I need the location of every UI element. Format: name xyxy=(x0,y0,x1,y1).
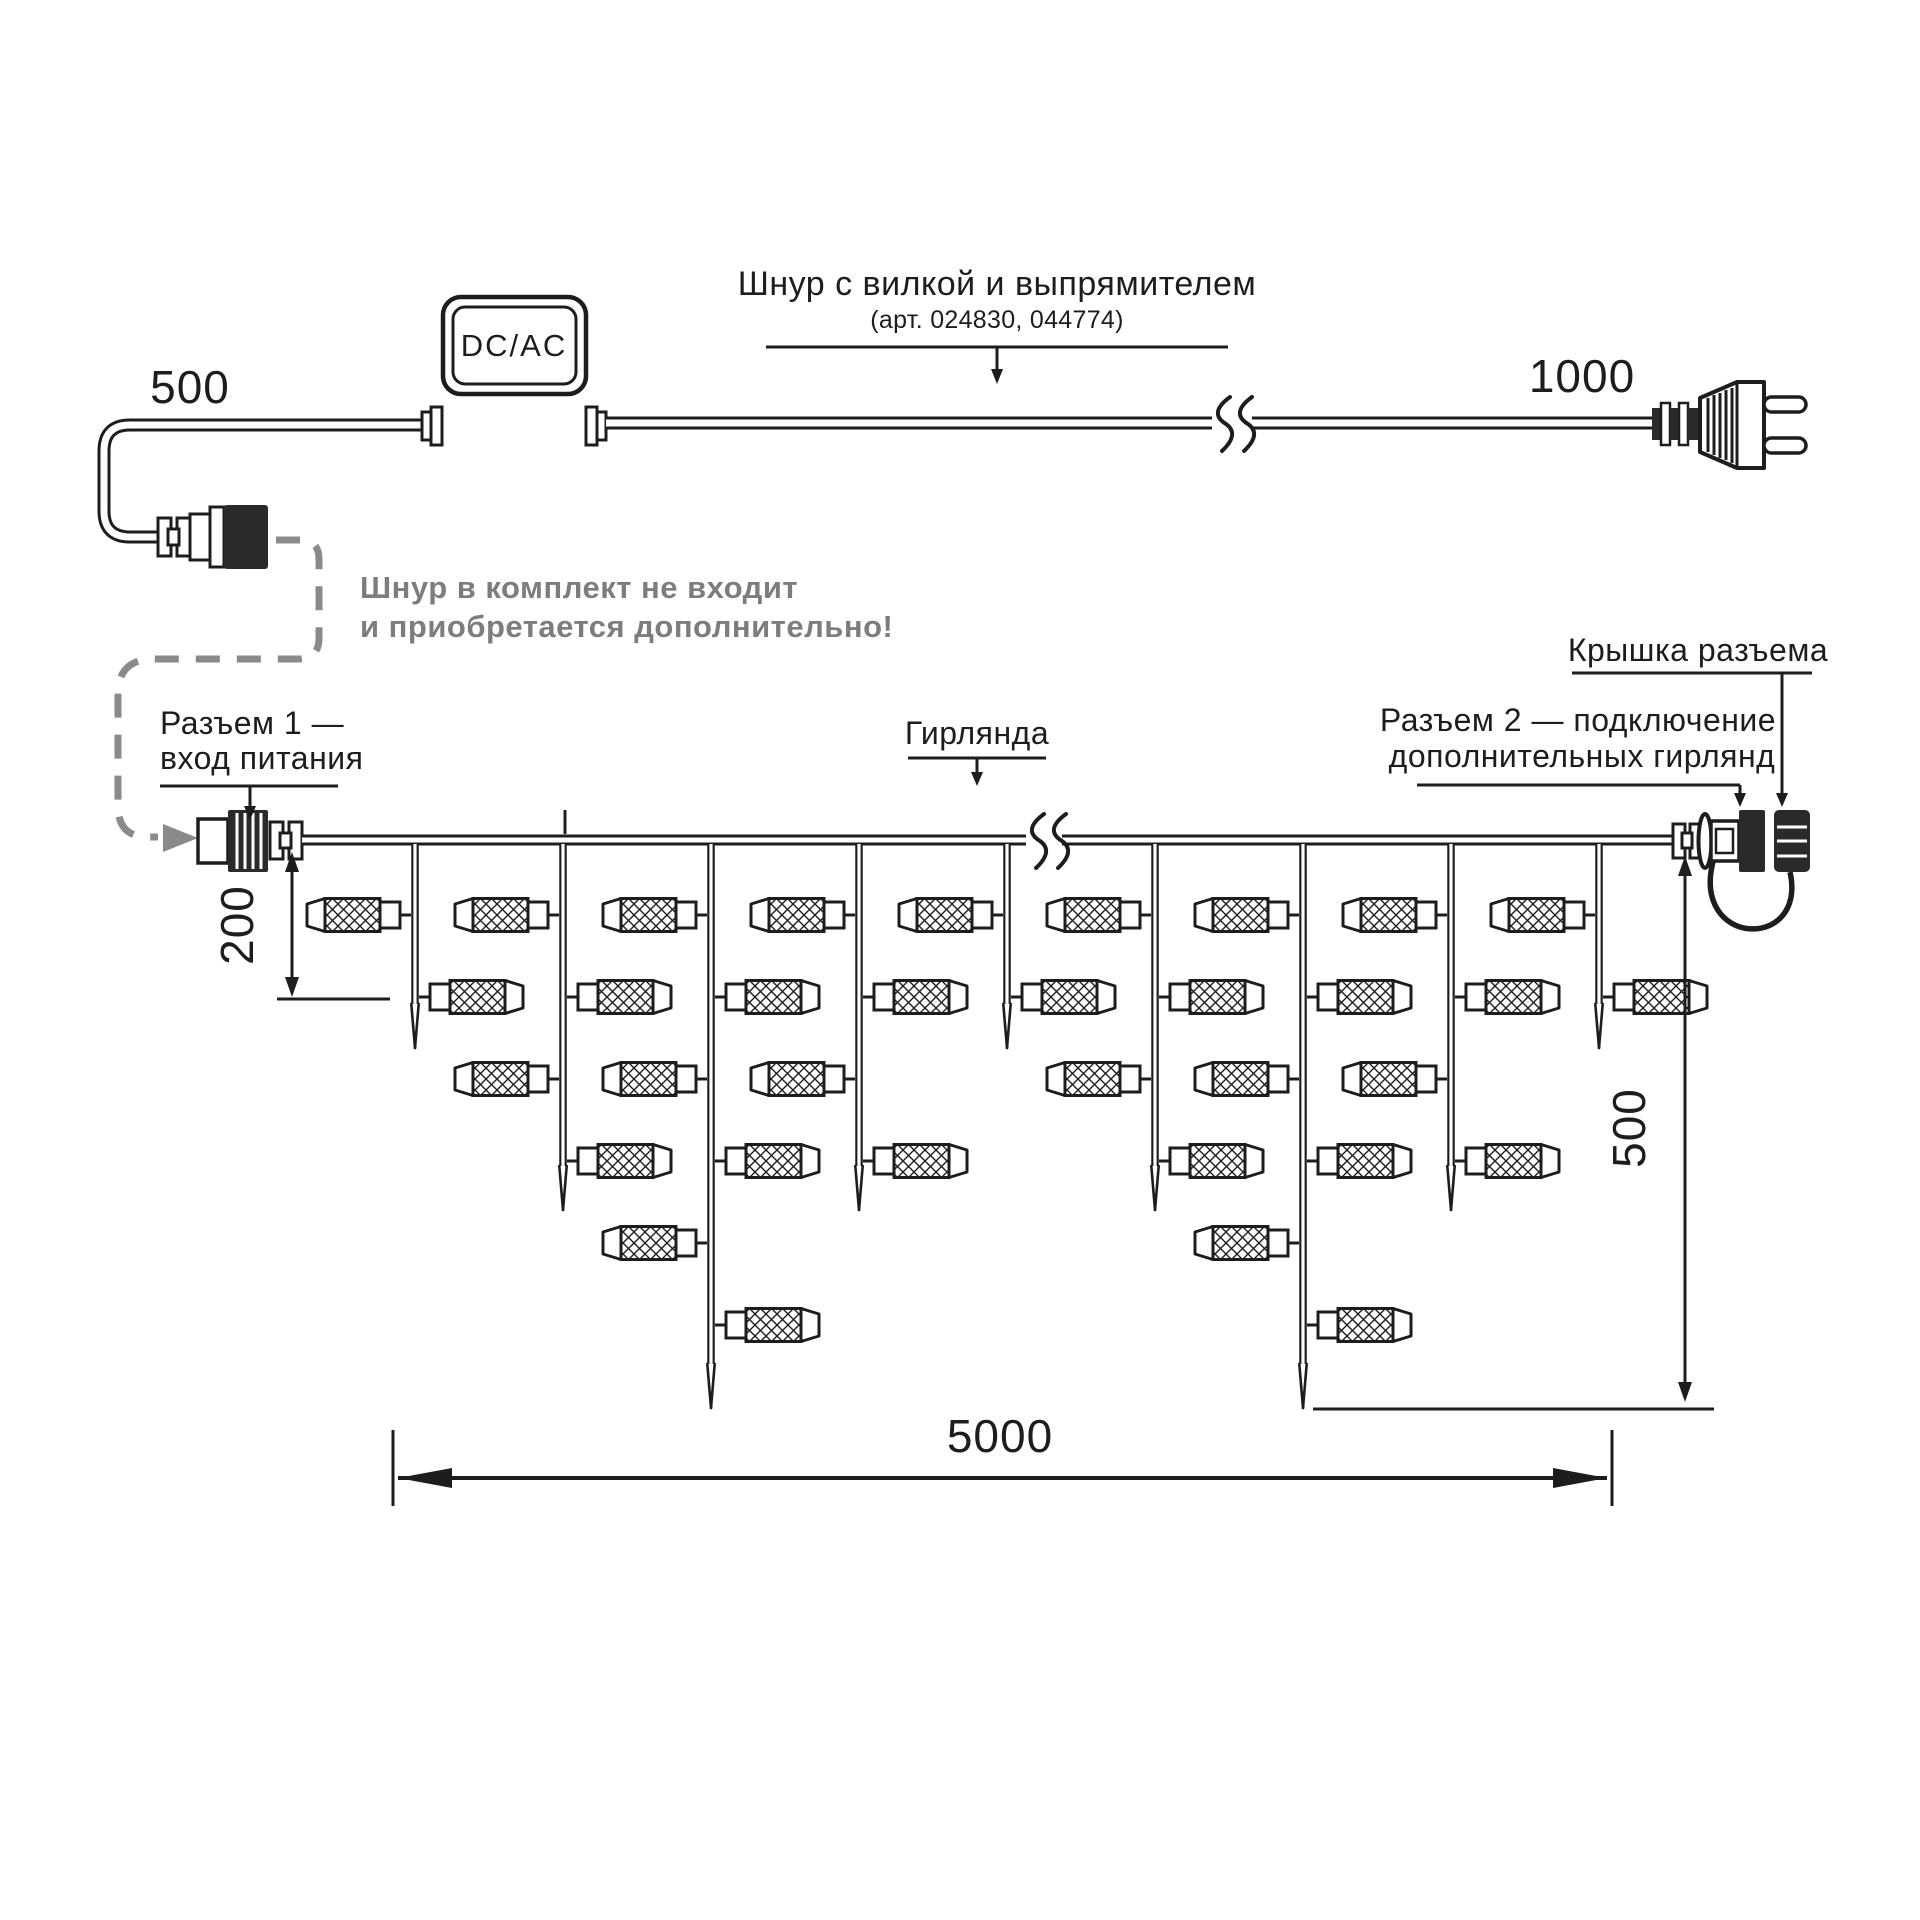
connector1-label-line2: вход питания xyxy=(160,740,364,776)
cord-title: Шнур с вилкой и выпрямителем xyxy=(737,265,1257,303)
led-bulb xyxy=(751,1063,855,1096)
cord-title-block xyxy=(738,265,1257,384)
dim-5000-label: 5000 xyxy=(946,1410,1054,1462)
led-bulb xyxy=(567,981,671,1014)
converter-label: DC/AC xyxy=(460,328,568,363)
connector2-label-line1: Разъем 2 — подключение xyxy=(1379,702,1777,738)
led-bulb xyxy=(1307,981,1411,1014)
led-bulb xyxy=(1195,1063,1299,1096)
note-line1: Шнур в комплект не входит xyxy=(360,570,799,605)
led-bulb xyxy=(715,981,819,1014)
led-bulb xyxy=(1047,899,1151,932)
led-bulb xyxy=(603,899,707,932)
led-bulb xyxy=(455,1063,559,1096)
arrow-right-icon xyxy=(1553,1468,1607,1488)
led-bulb xyxy=(863,981,967,1014)
led-bulb xyxy=(715,1145,819,1178)
arrow-down-icon xyxy=(1678,1382,1692,1402)
led-bulb xyxy=(567,1145,671,1178)
dim-5000-block xyxy=(393,1410,1612,1506)
arrow-down-icon xyxy=(1734,793,1746,807)
dim-1000-label: 1000 xyxy=(1528,350,1636,402)
connector-2-body xyxy=(1739,810,1765,872)
led-bulb xyxy=(307,899,411,932)
arrow-left-icon xyxy=(398,1468,452,1488)
connector1-label-block xyxy=(160,705,363,820)
dim-200-label: 200 xyxy=(211,885,263,965)
connector2-label-block xyxy=(1380,702,1776,807)
garland-break-symbol xyxy=(1026,812,1068,870)
not-included-hint xyxy=(118,540,893,852)
icicle-drops xyxy=(307,844,1707,1408)
cap-label: Крышка разъема xyxy=(1567,632,1829,668)
led-bulb xyxy=(751,899,855,932)
cord-break-symbol xyxy=(1212,394,1254,452)
connector1-label-line1: Разъем 1 — xyxy=(160,705,345,741)
note-line2: и приобретается дополнительно! xyxy=(360,609,894,644)
plug-prong-top xyxy=(1764,397,1806,412)
icicle-drop xyxy=(307,844,523,1048)
plug-prong-bottom xyxy=(1764,438,1806,453)
cord-end-connector xyxy=(158,505,268,569)
led-bulb xyxy=(419,981,523,1014)
led-bulb xyxy=(455,899,559,932)
arrow-down-icon xyxy=(1776,793,1788,807)
arrow-down-icon xyxy=(971,772,983,786)
led-bulb xyxy=(1159,981,1263,1014)
led-bulb xyxy=(1195,1227,1299,1260)
cord-subtitle: (арт. 024830, 044774) xyxy=(870,306,1124,334)
icicle-drop xyxy=(899,844,1115,1048)
dim-500-left-label: 500 xyxy=(150,361,230,413)
led-bulb xyxy=(1011,981,1115,1014)
led-bulb xyxy=(863,1145,967,1178)
led-bulb xyxy=(1195,899,1299,932)
led-bulb xyxy=(1159,1145,1263,1178)
garland-label-block xyxy=(905,715,1049,786)
garland-label: Гирлянда xyxy=(904,715,1050,751)
connector2-label-line2: дополнительных гирлянд xyxy=(1388,738,1776,774)
led-bulb xyxy=(1343,1063,1447,1096)
garland-connector-2 xyxy=(1673,810,1810,929)
connector-black-cap xyxy=(224,505,268,569)
arrow-right-icon xyxy=(163,824,198,852)
led-bulb xyxy=(1307,1145,1411,1178)
led-bulb xyxy=(1047,1063,1151,1096)
arrow-down-icon xyxy=(285,977,299,997)
led-bulb xyxy=(1455,1145,1559,1178)
icicle-drop xyxy=(1491,844,1707,1048)
dim-500-right-label: 500 xyxy=(1603,1088,1655,1168)
led-bulb xyxy=(715,1309,819,1342)
led-bulb xyxy=(1343,899,1447,932)
dc-ac-converter xyxy=(422,297,606,445)
led-bulb xyxy=(603,1063,707,1096)
led-bulb xyxy=(1603,981,1707,1014)
led-bulb xyxy=(1491,899,1595,932)
arrow-down-icon xyxy=(991,369,1003,384)
led-bulb xyxy=(1455,981,1559,1014)
garland-main-wire xyxy=(302,810,1673,840)
led-bulb xyxy=(899,899,1003,932)
led-bulb xyxy=(603,1227,707,1260)
led-bulb xyxy=(1307,1309,1411,1342)
mains-plug xyxy=(1652,382,1806,468)
